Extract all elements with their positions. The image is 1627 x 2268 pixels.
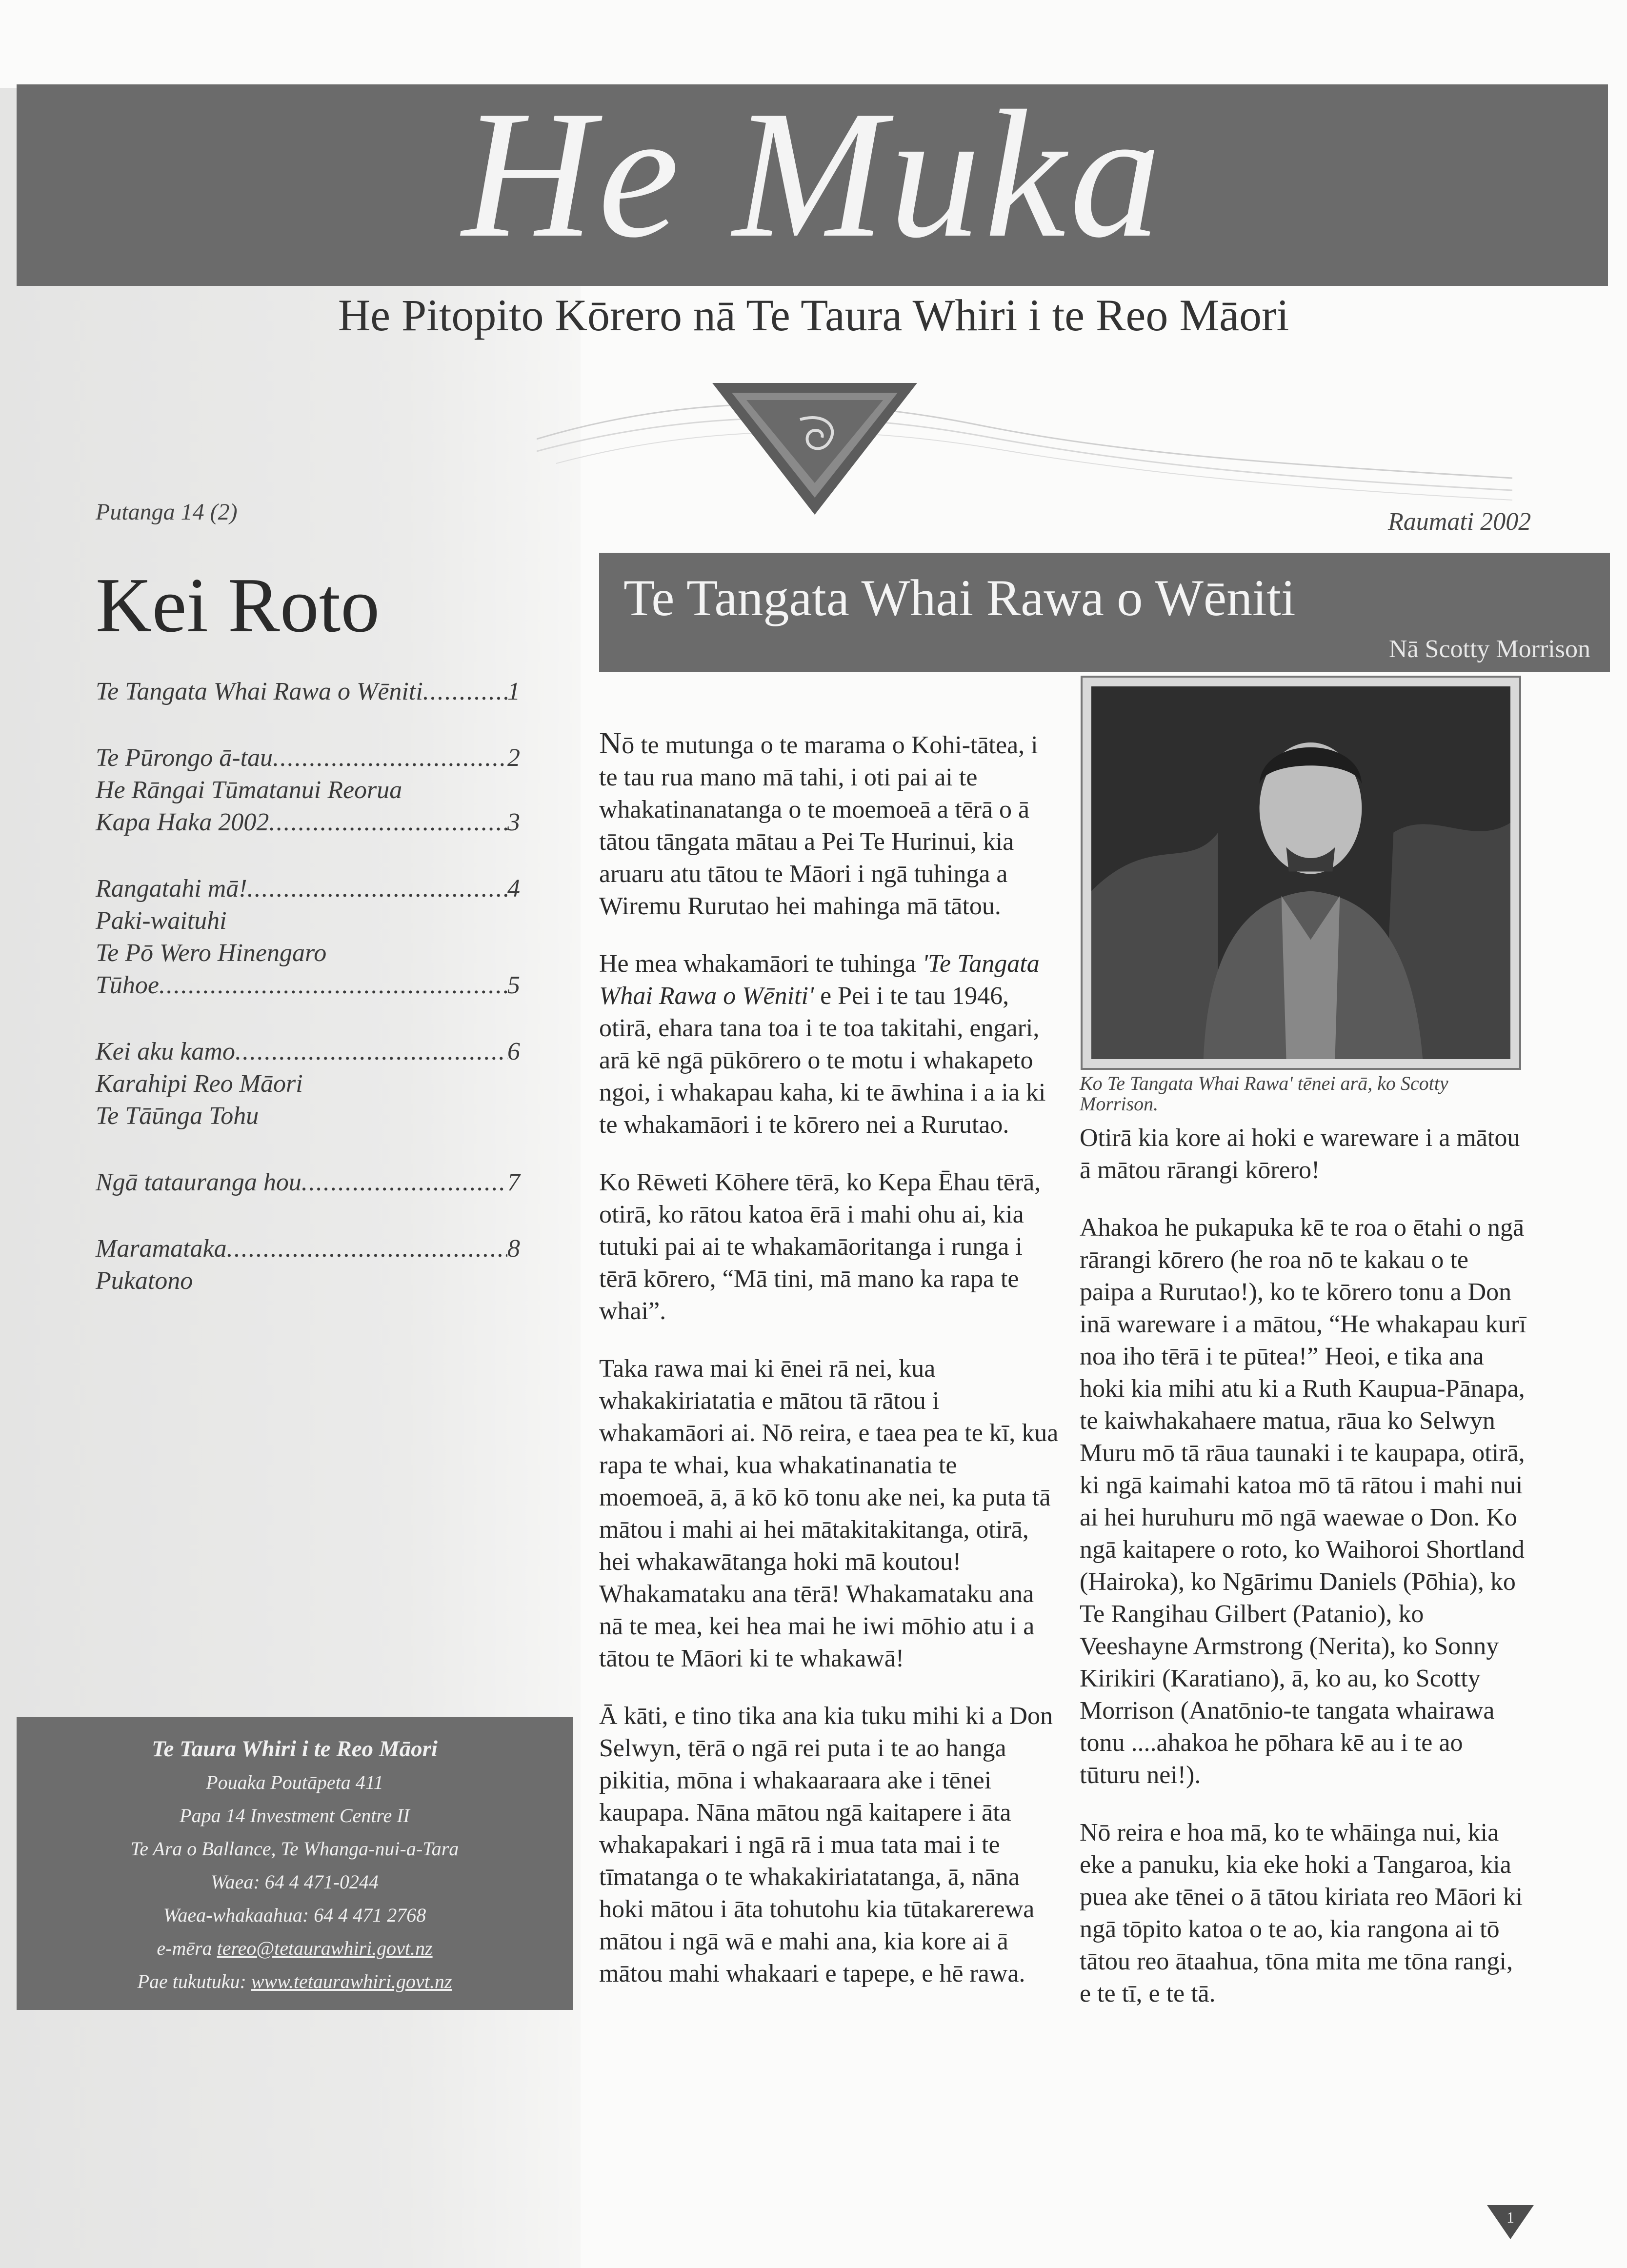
contact-line: Pouaka Poutāpeta 411 [206,1771,383,1793]
contact-organisation: Te Taura Whiri i te Reo Māori [152,1736,438,1762]
toc-entry[interactable] [96,1265,520,1297]
decorative-swirl [537,366,1512,512]
toc-entry[interactable] [96,806,520,839]
toc-group [96,1233,520,1297]
toc-entry-title: Te Tangata Whai Rawa o Wēniti [96,678,423,705]
emblem-logo [712,373,917,515]
toc-leader-dots [269,806,507,839]
toc-leader-dots [159,969,507,1002]
article-column-1 [599,727,1063,2015]
toc-entry-title: Te Pūrongo ā-tau [96,744,273,772]
contact-email-row [17,1936,573,1961]
toc-entry[interactable] [96,676,520,708]
toc-entry-title: Rangatahi mā! [96,875,247,903]
toc-entry-page: 1 [507,678,520,705]
toc-group [96,742,520,839]
toc-entry-title: Te Pō Wero Hinengaro [96,939,327,967]
issue-season: Raumati 2002 [1388,508,1531,536]
book-title: 'Te Tangata Whai Rawa o Wēniti' [599,950,1040,1010]
toc-entry-title: Pukatono [96,1267,193,1295]
paragraph: Nō reira e hoa mā, ko te whāinga nui, kia eke a panuku, kia eke hoki a Tangaroa, kia puea ake tēnei o ā tātou kiriata reo Māori ki ngā tōpito katoa o te ao, kia rangona ai tō tātou reo ātaahua, tōna mita me tōna rangi, e te tī, e te tā. [1080,1819,1523,2007]
article-column-2 [1080,1122,1528,2035]
toc-leader-dots [235,1036,507,1068]
newsletter-title: He Muka [462,73,1165,276]
paragraph-text: He mea whakamāori te tuhinga [599,950,916,978]
toc-entry[interactable] [96,742,520,774]
contact-line: Waea: 64 4 471-0244 [210,1871,379,1893]
toc-entry[interactable] [96,1100,520,1132]
toc-entry-title: Paki-waituhi [96,907,227,935]
toc-leader-dots [227,1233,507,1265]
toc-entry[interactable] [96,1068,520,1100]
toc-entry[interactable] [96,1233,520,1265]
toc-entry[interactable] [96,1036,520,1068]
toc-leader-dots [301,1166,507,1199]
article-byline: Nā Scotty Morrison [1388,635,1590,663]
toc-entry-title: Maramataka [96,1235,227,1263]
toc-entry[interactable] [96,1166,520,1199]
toc-entry-title: Te Tāūnga Tohu [96,1102,259,1130]
paragraph: Taka rawa mai ki ēnei rā nei, kua whakakiriatatia e mātou tā rātou i whakamāori ai. Nō reira, e taea pea te kī, kua rapa te whai, kua whakatinanatia te moemoeā, ā, ā kō kō tonu ake nei, ka puta tā mātou i mahi ai hei mātakitakitanga, otirā, hei whakawātanga hoki mā koutou! Whakamataku ana tērā! Whakamataku ana nā te mea, kei hea mai he iwi mōhio atu i a tātou te Māori ki te whakawā! [599,1355,1059,1672]
toc-entry-page: 5 [507,971,520,999]
photo-image [1091,686,1510,1059]
paragraph: Ahakoa he pukapuka kē te roa o ētahi o ngā rārangi kōrero (he roa nō te kakau o te paipa a Rurutao!), ko te kōrero tonu a Don inā wareware i a mātou, “He whakapau kurī noa iho tērā i te pūtea!” Heoi, e tika ana hoki kia mihi atu ki a Ruth Kaupua-Pānapa, te kaiwhakahaere matua, rāua ko Selwyn Muru mō tā rāua taunaki i te kaupapa, otirā, ki ngā kaimahi katoa mō tā rātou i mahi nui ai hei huruhuru mō ngā waewae o Don. Ko ngā kaitapere o roto, ko Waihoroi Shortland (Hairoka), ko Ngārimu Daniels (Pōhia), ko Te Rangihau Gilbert (Patanio), ko Veeshayne Armstrong (Nerita), ko Sonny Kirikiri (Karatiano), ā, ko au, ko Scotty Morrison (Anatōnio-te tangata whairawa tonu ....ahakoa he pōhara kē au i te ao tūturu nei!). [1080,1214,1527,1789]
page-number: 1 [1506,2208,1514,2226]
contact-line: Waea-whakaahua: 64 4 471 2768 [163,1904,426,1926]
article-title: Te Tangata Whai Rawa o Wēniti [623,569,1296,626]
toc-entry[interactable] [96,905,520,937]
toc-entry[interactable] [96,774,520,806]
page-number-marker [1487,2205,1534,2239]
article-photo [1081,676,1521,1070]
paragraph: Ko Rēweti Kōhere tērā, ko Kepa Ēhau tērā, otirā, ko rātou katoa ērā i mahi ohu ai, kia tutuki pai ai te whakamāoritanga i runga i tērā kōrero, “Mā tini, mā mano ka rapa te whai”. [599,1168,1041,1325]
toc-heading: Kei Roto [96,562,380,648]
contact-line: Papa 14 Investment Centre II [180,1805,410,1826]
contact-box [17,1717,573,2010]
contact-web-row [17,1969,573,1994]
toc-entry-title: Kapa Haka 2002 [96,808,269,836]
email-link[interactable]: tereo@tetaurawhiri.govt.nz [217,1937,433,1959]
toc-entry-page: 2 [507,744,520,772]
toc-leader-dots [273,742,507,774]
issue-number: Putanga 14 (2) [96,499,238,525]
toc-entry-title: Tūhoe [96,971,159,999]
toc-entry[interactable] [96,969,520,1002]
drop-cap: N [599,725,622,760]
paragraph [599,727,1063,923]
toc-entry-page: 3 [507,808,520,836]
toc-entry-page: 8 [507,1235,520,1263]
paragraph: Ā kāti, e tino tika ana kia tuku mihi ki a Don Selwyn, tērā o ngā rei puta i te ao hanga pikitia, mōna i whakaaraara ake i tēnei kaupapa. Nāna mātou ngā kaitapere i āta whakapakari i ngā rā i mua tata mai i te tīmatanga o te whakakiriatatanga, ā, nāna hoki mātou i āta tohutohu kia tūtakarerewa mātou i ngā wā e mahi ana, kia kore ai ā mātou mahi whakaari e tapepe, e hē rawa. [599,1702,1053,1987]
article-header [599,553,1610,672]
email-label: e-mēra [157,1937,212,1959]
toc-entry-page: 6 [507,1038,520,1065]
toc-entry-title: Karahipi Reo Māori [96,1070,303,1098]
contact-line: Te Ara o Ballance, Te Whanga-nui-a-Tara [130,1838,459,1860]
toc-group [96,873,520,1002]
toc-entry[interactable] [96,937,520,969]
toc-leader-dots [423,676,507,708]
table-of-contents [96,676,520,1331]
toc-entry[interactable] [96,873,520,905]
portrait-illustration [1091,686,1510,1059]
toc-entry-title: He Rāngai Tūmatanui Reorua [96,776,402,804]
paragraph [599,948,1063,1141]
toc-entry-page: 4 [507,875,520,903]
toc-leader-dots [247,873,507,905]
paragraph-text: e Pei i te tau 1946, otirā, ehara tana toa i te toa takitahi, engari, arā kē ngā pūkōrero o te motu i whakapeto ngoi, i whakapau kaha, ki te āwhina i a ia ki te whakamāori i te kōrero nei a Rurutao. [599,982,1046,1139]
newsletter-subtitle: He Pitopito Kōrero nā Te Taura Whiri i te Reo Māori [338,290,1289,340]
toc-group [96,1166,520,1199]
website-link[interactable]: www.tetaurawhiri.govt.nz [251,1970,452,1992]
web-label: Pae tukutuku: [137,1970,246,1992]
toc-entry-title: Ngā tatauranga hou [96,1168,301,1196]
toc-entry-page: 7 [507,1168,520,1196]
toc-group [96,1036,520,1132]
paragraph: Otirā kia kore ai hoki e wareware i a mātou ā mātou rārangi kōrero! [1080,1124,1520,1184]
paragraph-text: ō te mutunga o te marama o Kohi-tātea, i te tau rua mano mā tahi, i oti pai ai te whakatinanatanga o te moemoeā a tērā o ā tātou tāngata mātau a Pei Te Hurinui, kia aruaru atu tātou te Māori i ngā tuhinga a Wiremu Rurutao hei mahinga mā tātou. [599,731,1038,920]
toc-group [96,676,520,708]
photo-caption: Ko Te Tangata Whai Rawa' tēnei arā, ko Scotty Morrison. [1080,1072,1448,1115]
toc-entry-title: Kei aku kamo [96,1038,235,1065]
